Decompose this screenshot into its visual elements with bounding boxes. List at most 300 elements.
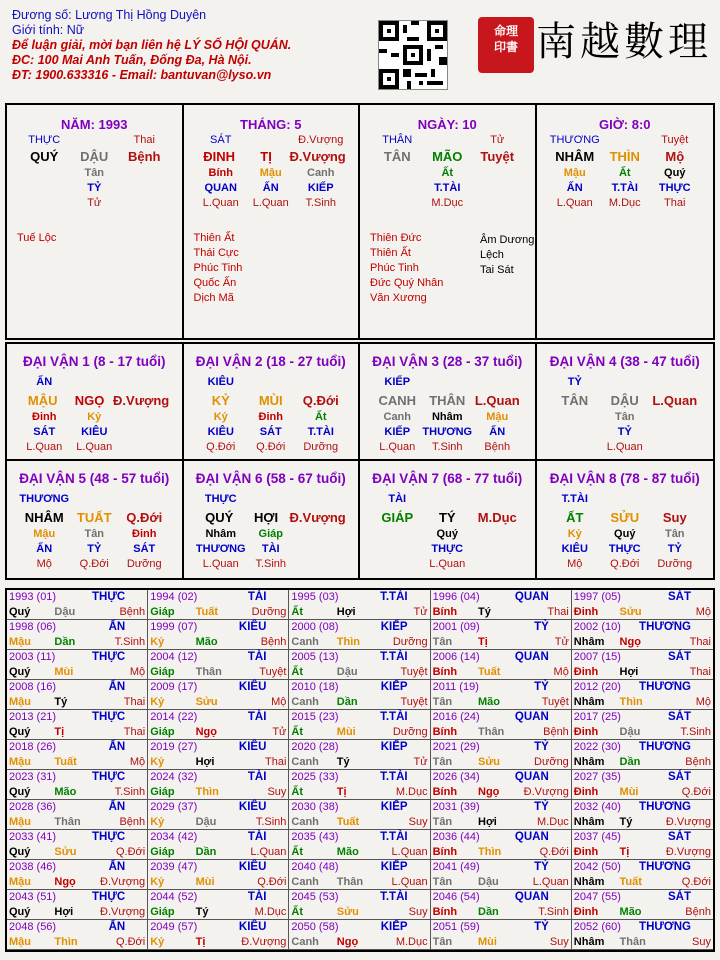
year-detail-item: Dưỡng [251,606,287,618]
dai-van-hidden-god-row-item: THƯƠNG [422,426,473,438]
dai-van-god-row [19,375,169,390]
pillar-god-row-item: Thai [133,134,155,146]
star-item: Dịch Mã [193,292,234,304]
dai-van-main-row-item: TÝ [438,510,456,525]
year-label: 2034 (42) [150,831,198,843]
year-label: 2006 (14) [432,651,480,663]
dai-van-stem-row [19,527,169,542]
year-header [150,650,286,665]
year-detail-item: Tuyệt [400,666,428,678]
contact-line: Để luận giải, mời bạn liên hệ LÝ SỐ HỘI QUÁN. [12,38,292,52]
dai-van-hidden-god-row-item: KIÊU [207,426,234,438]
year-detail-item: Canh [291,636,319,648]
year-label: 2027 (35) [573,771,621,783]
dai-van-stem-row-item [296,527,346,542]
year-label: 2017 (25) [573,711,621,723]
year-detail-item: Quý [9,906,31,918]
year-header [574,710,711,725]
dai-van-hidden-god-row [196,542,346,557]
year-detail-item: Quý [9,606,31,618]
pillar-stem-row-item: Mậu [259,167,282,179]
year-detail-item: Hợi [336,606,356,618]
year-god: KIẾP [380,621,408,633]
dai-van-cell [537,461,714,578]
year-label: 2023 (31) [9,771,57,783]
pillar-cycle-row-item [119,196,169,210]
year-god: SÁT [667,651,691,663]
year-detail-item: Q.Đới [115,846,146,858]
dai-van-hidden-god-row [372,542,522,557]
year-detail-item: M.Dục [537,816,569,828]
year-detail-item: Bệnh [119,816,146,828]
year-header [291,590,427,605]
year-detail-item: L.Quan [391,876,428,888]
pillar-hidden-god-row-item: T.TÀI [434,182,461,194]
year-label: 2000 (08) [291,621,339,633]
dai-van-hidden-god-row [550,425,700,440]
year-detail-item: Mậu [9,936,31,948]
year-god: SÁT [667,831,691,843]
year-cell [289,650,430,680]
dai-van-god-row [196,492,346,507]
dai-van-hidden-god-row-item: TÀI [261,543,280,555]
year-cell [148,800,289,830]
dai-van-cell [537,344,714,461]
dai-van-stem-row-item: Giáp [258,528,283,540]
year-cell [289,920,430,950]
year-detail-item: Sửu [54,846,77,858]
year-detail-item: Ất [291,786,303,798]
dai-van-cycle-row-item [372,557,422,571]
year-detail-item: M.Dục [395,786,428,798]
pillar-main-row-item: Mộ [665,149,685,164]
year-cell [148,860,289,890]
year-detail-item: Canh [291,696,319,708]
year-detail-item: Sửu [336,906,359,918]
dai-van-main-row-item: SỬU [610,510,640,525]
year-label: 2029 (37) [150,801,198,813]
year-detail-item: Tuất [195,606,218,618]
year-label: 2013 (21) [9,711,57,723]
dai-van-stem-row [196,527,346,542]
year-god: ẤN [108,741,126,753]
year-detail [574,845,711,859]
pillar-god-row-item [422,133,472,148]
pillar-main-row-item: Đ.Vượng [289,149,346,164]
pillar-stars [194,231,243,306]
year-cell [7,920,148,950]
dai-van-main-row-item: MẬU [27,393,58,408]
year-detail-item: Tị [619,846,630,858]
year-detail-item: L.Quan [532,876,569,888]
year-detail [291,875,427,889]
dai-van-main-row-item: Đ.Vượng [113,393,170,408]
year-god: TÀI [247,891,267,903]
year-detail-item: T.Sinh [255,816,287,828]
pillar-title: GIỜ: 8:0 [598,117,651,132]
year-header [433,680,569,695]
pillar-hidden-god-row-item [372,181,422,196]
year-label: 2012 (20) [573,681,621,693]
year-detail [150,935,286,949]
year-god: TÀI [247,831,267,843]
year-header [574,740,711,755]
year-cell [572,860,713,890]
year-cell [289,890,430,920]
gender: Giới tính: Nữ [12,23,85,37]
dai-van-god: THỰC [204,493,237,505]
year-cell [572,680,713,710]
year-detail-item: Suy [408,906,428,918]
spacer [650,492,700,507]
year-detail [574,755,711,769]
year-detail-item: L.Quan [391,846,428,858]
dai-van-cell [360,461,537,578]
dai-van-hidden-god-row [372,425,522,440]
year-detail-item: Tuất [54,756,77,768]
year-label: 2037 (45) [573,831,621,843]
year-detail-item: Thân [336,876,364,888]
year-detail-item: Tân [432,756,453,768]
year-detail-item: Q.Đới [115,936,146,948]
dai-van-stem-row-item: Nhâm [205,528,237,540]
year-cell [572,740,713,770]
year-detail-item: Dưỡng [392,636,428,648]
year-label: 2021 (29) [432,741,480,753]
dai-van-main-row-item: NHÂM [24,510,64,525]
year-detail-item: T.Sinh [680,726,711,738]
year-header [9,710,145,725]
dai-van-main-row-item: TÂN [561,393,589,408]
year-header [291,620,427,635]
year-cell [148,680,289,710]
year-detail-item: Bính [432,666,458,678]
star-item: Thái Cực [193,247,239,259]
year-header [9,890,145,905]
year-detail-item: Hợi [619,666,639,678]
year-label: 1999 (07) [150,621,198,633]
pillar-stem-row-item: Tân [84,167,105,179]
pillar-cycle-row-item: Thai [664,197,686,209]
year-cell [289,770,430,800]
year-detail-item: Hợi [54,906,74,918]
dai-van-title: ĐẠI VẬN 8 (78 - 87 tuổi) [549,471,700,486]
year-detail-item: T.Sinh [114,786,146,798]
year-detail [291,935,427,949]
year-god: KIẾP [380,681,408,693]
year-label: 1996 (04) [432,591,480,603]
year-detail-item: Đ.Vượng [665,816,711,828]
year-label: 2022 (30) [573,741,621,753]
dai-van-hidden-god-row-item: SÁT [133,543,156,555]
year-detail-item: Suy [549,936,569,948]
year-header [9,620,145,635]
year-detail [574,605,711,619]
year-header [291,800,427,815]
year-detail [574,695,711,709]
dai-van-hidden-god-row [19,425,169,440]
pillar-stem-row-item: Mậu [563,167,586,179]
pillar-hidden-god-row [19,181,169,196]
year-detail-item: Q.Đới [257,876,287,888]
dai-van-cycle-row-item: L.Quan [26,441,63,453]
pillar-cell [7,105,184,338]
year-god: ẤN [108,861,126,873]
dai-van-god-row [550,375,700,390]
pillar-title: NĂM: 1993 [61,117,128,132]
year-detail-item: Đ.Vượng [241,936,287,948]
year-detail-item: Thìn [54,936,78,948]
pillar-main-row-item: QUÝ [30,149,59,164]
dai-van-cell [360,344,537,461]
year-detail-item: Kỷ [150,756,165,768]
pillar-cycle-row [550,196,700,210]
year-god: THƯƠNG [639,621,691,633]
year-god: TỶ [534,921,549,933]
year-detail [433,665,569,679]
dai-van-title: ĐẠI VẬN 5 (48 - 57 tuổi) [19,471,170,486]
year-detail-item: Dần [195,846,217,858]
year-detail-item: Tý [195,906,209,918]
pillar-god-row [372,133,522,148]
year-detail-item: Thai [689,636,711,648]
spacer [422,492,472,507]
year-header [9,830,145,845]
dai-van-main-row-item: ẤT [566,510,584,525]
dai-van-grid [5,342,715,580]
year-detail-item: Nhâm [573,816,605,828]
pillar-main-row-item: THÌN [609,149,640,164]
year-god: THỰC [92,891,126,903]
year-detail-item: T.Sinh [538,906,569,918]
pillar-hidden-god-row-item [472,181,522,196]
year-label: 2050 (58) [291,921,339,933]
year-god: THỰC [92,591,126,603]
year-god: T.TÀI [380,771,408,783]
year-detail-item: Đ.Vượng [523,786,569,798]
year-god: SÁT [667,711,691,723]
year-label: 2016 (24) [432,711,480,723]
year-detail-item: Hợi [195,756,215,768]
dai-van-main-row-item: CANH [378,393,417,408]
year-detail-item: Ất [291,666,303,678]
year-detail-item: Thai [265,756,287,768]
year-detail-item: Giáp [150,726,175,738]
year-detail-item: Tử [272,726,287,738]
year-detail-item: Thai [689,666,711,678]
dai-van-title: ĐẠI VẬN 7 (68 - 77 tuổi) [372,471,523,486]
year-detail [150,905,286,919]
dai-van-hidden-god-row [19,542,169,557]
year-cell [431,770,572,800]
dai-van-main-row [19,392,169,410]
pillar-cycle-row [372,196,522,210]
year-header [433,710,569,725]
year-detail-item: Mậu [9,696,31,708]
dai-van-main-row-item: L.Quan [474,393,520,408]
year-god: KIẾP [380,801,408,813]
year-detail-item: Suy [267,786,287,798]
year-cell [148,650,289,680]
year-detail-item: Mộ [271,696,287,708]
pillar-cycle-row-item: M.Dục [431,197,464,209]
year-detail-item: Giáp [150,606,175,618]
year-cell [289,620,430,650]
year-detail-item: Ngọ [478,786,500,798]
dai-van-main-row [550,509,700,527]
year-cell [431,740,572,770]
pillar-god-row-item [69,133,119,148]
year-god: THỰC [92,711,126,723]
dai-van-cycle-row [372,440,522,454]
year-god: T.TÀI [380,831,408,843]
spacer [119,375,169,390]
year-detail-item: Bính [432,606,458,618]
year-detail-item: Tuất [336,816,360,828]
year-god: QUAN [514,891,549,903]
year-cell [572,920,713,950]
dai-van-stem-row-item: Quý [436,528,458,540]
pillar-stem-row-item: Quý [664,167,686,179]
dai-van-hidden-god-row-item [650,425,700,440]
year-detail [150,605,286,619]
year-detail-item: Kỷ [150,636,165,648]
year-detail-item: Tuyệt [400,696,428,708]
spacer [69,375,119,390]
year-god: THỰC [92,651,126,663]
year-detail-item: Mão [336,846,359,858]
year-cell [7,830,148,860]
year-detail [291,635,427,649]
year-detail-item: Bệnh [685,756,711,768]
pillar-god-row-item: THÂN [382,134,413,146]
dai-van-title: ĐẠI VẬN 2 (18 - 27 tuổi) [195,354,346,369]
dai-van-cycle-row [550,557,700,571]
year-god: TỶ [534,741,549,753]
dai-van-title: ĐẠI VẬN 4 (38 - 47 tuổi) [549,354,700,369]
pillar-main-row-item: DẬU [80,149,109,164]
year-header [9,860,145,875]
year-detail [150,695,286,709]
year-label: 2001 (09) [432,621,480,633]
yearly-grid [5,588,715,952]
year-detail-item: Tuất [619,876,642,888]
year-detail-item: Ngọ [195,726,217,738]
dai-van-stem-row [550,527,700,542]
year-detail-item: Ất [291,726,303,738]
dai-van-main-row-item: Q.Đới [302,393,339,408]
dai-van-cycle-row-item: Mộ [36,558,52,570]
year-detail-item: Ất [291,846,303,858]
pillar-title: NGÀY: 10 [417,117,477,132]
year-cell [7,590,148,620]
year-detail-item: Tý [619,816,633,828]
year-cell [431,620,572,650]
pillar-cycle-row-item: L.Quan [202,197,239,209]
year-label: 2051 (59) [432,921,480,933]
year-cell [148,920,289,950]
year-detail-item: Dần [54,636,76,648]
year-detail-item: Thân [54,816,81,828]
dai-van-hidden-god-row-item: THƯƠNG [195,543,246,555]
year-header [291,920,427,935]
pillar-god-row [550,133,700,148]
dai-van-main-row-item: QUÝ [205,510,234,525]
year-label: 1994 (02) [150,591,198,603]
year-detail [9,605,145,619]
dai-van-stem-row-item: Đinh [32,411,57,423]
year-detail [433,785,569,799]
dai-van-main-row [19,509,169,527]
dai-van-stem-row-item: Nhâm [431,411,463,423]
year-detail [433,605,569,619]
dai-van-cell [7,344,184,461]
year-cell [289,860,430,890]
year-detail [291,665,427,679]
year-header [9,800,145,815]
spacer [69,492,119,507]
year-cell [572,620,713,650]
year-label: 2030 (38) [291,801,339,813]
pillars-grid [5,103,715,340]
dai-van-main-row [550,392,700,410]
year-god: ẤN [108,621,126,633]
year-god: SÁT [667,771,691,783]
year-detail-item: Sửu [478,756,501,768]
dai-van-hidden-god-row-item [119,425,169,440]
year-detail [150,785,286,799]
pillar-main-row-item: Tuyệt [480,149,515,164]
year-header [9,920,145,935]
phone-email-line: ĐT: 1900.633316 - Email: bantuvan@lyso.vn [12,68,272,82]
year-detail-item: Hợi [478,816,497,828]
year-header [150,770,286,785]
pillar-stem-row [196,166,346,181]
year-detail-item: Thìn [619,696,643,708]
dai-van-main-row [372,392,522,410]
year-god: T.TÀI [380,711,408,723]
year-header [150,710,286,725]
year-detail-item: Mậu [9,816,31,828]
pillar-cycle-row-item [472,196,522,210]
pillar-hidden-god-row [196,181,346,196]
year-label: 2007 (15) [573,651,621,663]
year-header [433,830,569,845]
year-header [9,650,145,665]
pillar-god-row-item [600,133,650,148]
dai-van-hidden-god-row-item [296,542,346,557]
year-detail-item: Bệnh [685,906,711,918]
dai-van-stem-row-item [472,527,522,542]
year-detail-item: Mộ [129,666,146,678]
pillar-stars-bad [480,233,535,278]
year-cell [572,770,713,800]
year-god: KIẾP [380,741,408,753]
pillar-main-row-item: NHÂM [555,149,595,164]
dai-van-cycle-row [550,440,700,454]
pillar-cell [360,105,537,338]
owner-name: Đương số: Lương Thị Hồng Duyên [12,8,207,22]
dai-van-stem-row-item [650,410,700,425]
star-item: Tuế Lộc [17,232,57,244]
pillar-cycle-row-item [19,196,69,210]
year-detail [574,905,711,919]
year-detail-item: Thân [619,936,646,948]
year-cell [7,650,148,680]
year-label: 2049 (57) [150,921,198,933]
year-label: 2009 (17) [150,681,198,693]
year-detail-item: Nhâm [573,636,605,648]
